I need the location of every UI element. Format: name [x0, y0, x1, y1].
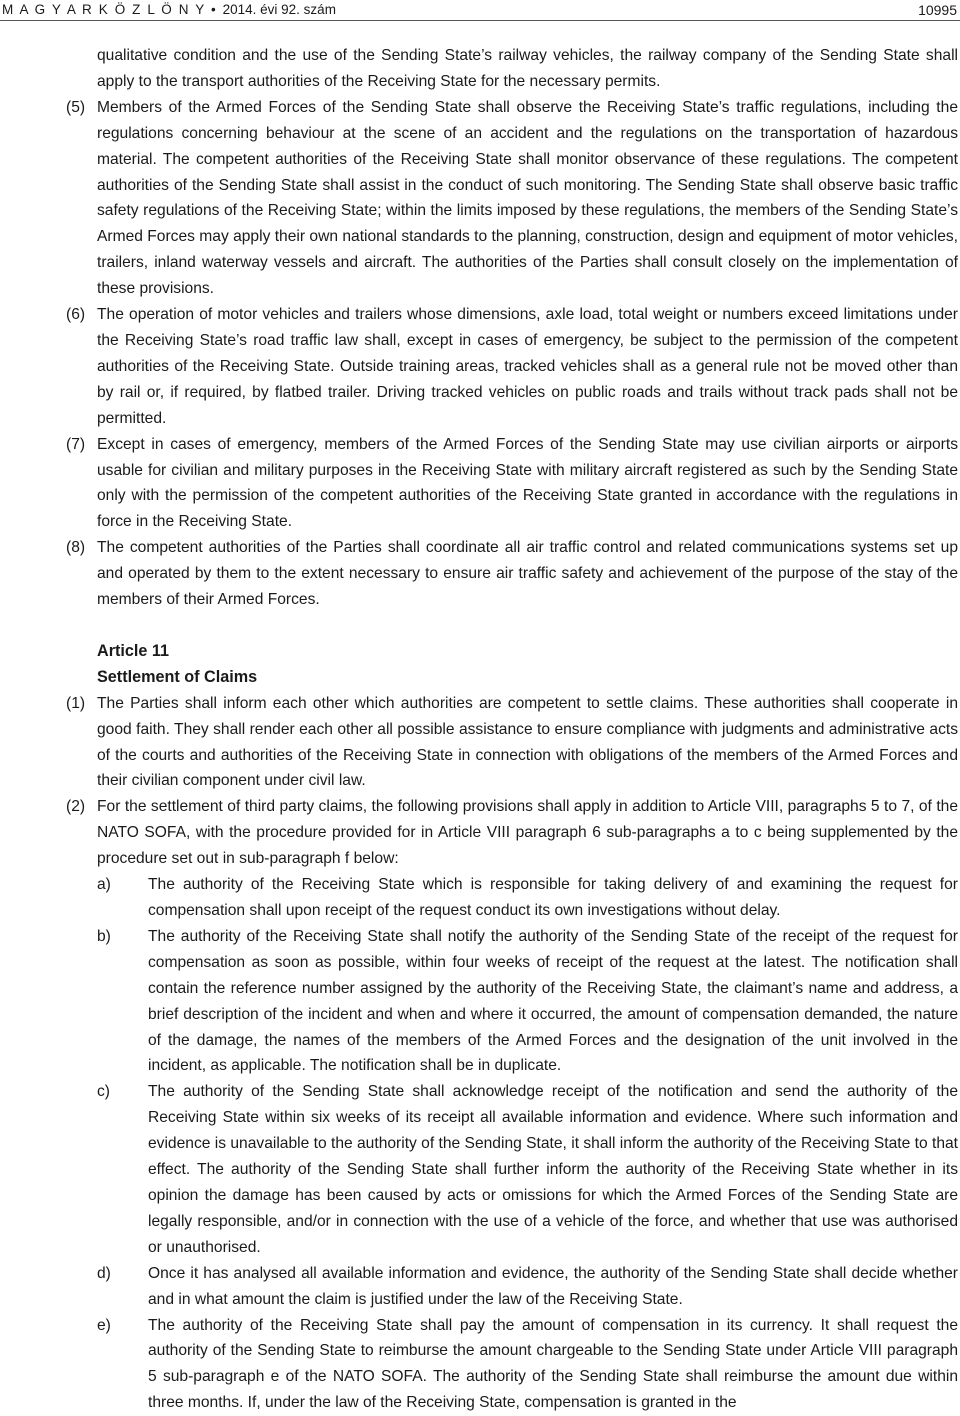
- subparagraph-letter: e): [97, 1313, 111, 1339]
- subparagraph-d: [0, 1261, 960, 1313]
- subparagraph-text: The authority of the Receiving State shall pay the amount of compensation in its currency. It shall request the authority of the Sending State to reimburse the amount chargeable to the Sending State under Article VIII paragraph 5 sub-paragraph e of the NATO SOFA. The authority of the Sending State shall reimburse the amount due within three months. If, under the law of the Receiving State, compensation is granted in the: [148, 1313, 958, 1416]
- running-head: [0, 0, 960, 21]
- subparagraph-text: The authority of the Receiving State shall notify the authority of the Sending State of the receipt of the request for compensation as soon as possible, within four weeks of receipt of the request at the latest. The notification shall contain the reference number assigned by the authority of the Receiving State, the claimant’s name and address, a brief description of the incident and when and where it occurred, the amount of compensation demanded, the nature of the damage, the names of the members of the Armed Forces and the designation of the unit involved in the incident, as applicable. The notification shall be in duplicate.: [148, 924, 958, 1079]
- paragraph-text: The Parties shall inform each other which authorities are competent to settle claims. These authorities shall cooperate in good faith. They shall render each other all possible assistance to ensure compliance with judgments and administrative acts of the courts and authorities of the Receiving State in connection with obligations of the members of the Armed Forces and their civilian component under civil law.: [97, 691, 958, 795]
- paragraph-text: The competent authorities of the Parties shall coordinate all air traffic control and related communications systems set up and operated by them to the extent necessary to ensure air traffic safety and achievement of the purpose of the stay of the members of their Armed Forces.: [97, 535, 958, 613]
- paragraph-6: [0, 302, 960, 432]
- paragraph-number: (6): [66, 302, 85, 328]
- journal-header: [2, 0, 336, 20]
- paragraph-5: [0, 95, 960, 302]
- article-paragraph-2: [0, 794, 960, 872]
- subparagraph-c: [0, 1079, 960, 1260]
- paragraph-number: (7): [66, 432, 85, 458]
- paragraph-text: Members of the Armed Forces of the Sending State shall observe the Receiving State’s traffic regulations, including the regulations concerning behaviour at the scene of an accident and the regulations on the transportation of hazardous material. The competent authorities of the Receiving State shall monitor observance of these regulations. The competent authorities of the Sending State shall assist in the conduct of such monitoring. The Sending State shall observe basic traffic safety regulations of the Receiving State; within the limits imposed by these regulations, the members of the Sending State’s Armed Forces may apply their own national standards to the planning, construction, design and equipment of motor vehicles, trailers, inland waterway vessels and aircraft. The authorities of the Parties shall consult closely on the implementation of these provisions.: [97, 95, 958, 302]
- subparagraph-e: [0, 1313, 960, 1416]
- document-body: [0, 43, 960, 1416]
- subparagraph-b: [0, 924, 960, 1079]
- paragraph-8: [0, 535, 960, 613]
- paragraph-number: (2): [66, 794, 85, 820]
- journal-title: M A G Y A R K Ö Z L Ö N Y: [2, 2, 206, 17]
- subparagraph-text: The authority of the Sending State shall acknowledge receipt of the notification and send the authority of the Receiving State within six weeks of its receipt all available information and evidence. Where such information and evidence is unavailable to the authority of the Sending State, it shall inform the authority of the Receiving State to that effect. The authority of the Sending State shall further inform the authority of the Receiving State whether in its opinion the damage has been caused by acts or omissions for which the Armed Forces of the Sending State are legally responsible, and/or in connection with the use of a vehicle of the force, and whether that use was authorised or unauthorised.: [148, 1079, 958, 1260]
- subparagraph-text: The authority of the Receiving State which is responsible for taking delivery of and examining the request for compensation shall upon receipt of the request conduct its own investigations without delay.: [148, 872, 958, 924]
- paragraph-text: Except in cases of emergency, members of the Armed Forces of the Sending State may use civilian airports or airports usable for civilian and military purposes in the Receiving State with military aircraft registered as such by the Sending State only with the permission of the competent authorities of the Receiving State granted in accordance with the regulations in force in the Receiving State.: [97, 432, 958, 536]
- subparagraph-letter: c): [97, 1079, 110, 1105]
- continuation-paragraph: qualitative condition and the use of the Sending State’s railway vehicles, the railway company of the Sending State shall apply to the transport authorities of the Receiving State for the necessary permits.: [0, 43, 960, 95]
- subparagraph-text: Once it has analysed all available information and evidence, the authority of the Sending State shall decide whether and in what amount the claim is justified under the law of the Receiving State.: [148, 1261, 958, 1313]
- paragraph-text: The operation of motor vehicles and trailers whose dimensions, axle load, total weight or numbers exceed limitations under the Receiving State’s road traffic law shall, except in cases of emergency, be subject to the permission of the competent authorities of the Receiving State. Outside training areas, tracked vehicles shall as a general rule not be moved other than by rail or, if required, by flatbed trailer. Driving tracked vehicles on public roads and trails without track pads shall not be permitted.: [97, 302, 958, 432]
- subparagraph-letter: b): [97, 924, 111, 950]
- article-number: Article 11: [0, 639, 960, 665]
- paragraph-number: (5): [66, 95, 85, 121]
- subparagraph-letter: d): [97, 1261, 111, 1287]
- article-title: Settlement of Claims: [0, 665, 960, 691]
- paragraph-7: [0, 432, 960, 536]
- subparagraph-a: [0, 872, 960, 924]
- header-bullet: •: [211, 2, 217, 17]
- paragraph-number: (1): [66, 691, 85, 717]
- paragraph-text: For the settlement of third party claims, the following provisions shall apply in addition to Article VIII, paragraphs 5 to 7, of the NATO SOFA, with the procedure provided for in Article VIII paragraph 6 sub-paragraphs a to c being supplemented by the procedure set out in sub-paragraph f below:: [97, 794, 958, 872]
- article-paragraph-1: [0, 691, 960, 795]
- subparagraph-letter: a): [97, 872, 111, 898]
- paragraph-number: (8): [66, 535, 85, 561]
- issue-number: 2014. évi 92. szám: [223, 2, 336, 17]
- page-number: 10995: [918, 0, 957, 20]
